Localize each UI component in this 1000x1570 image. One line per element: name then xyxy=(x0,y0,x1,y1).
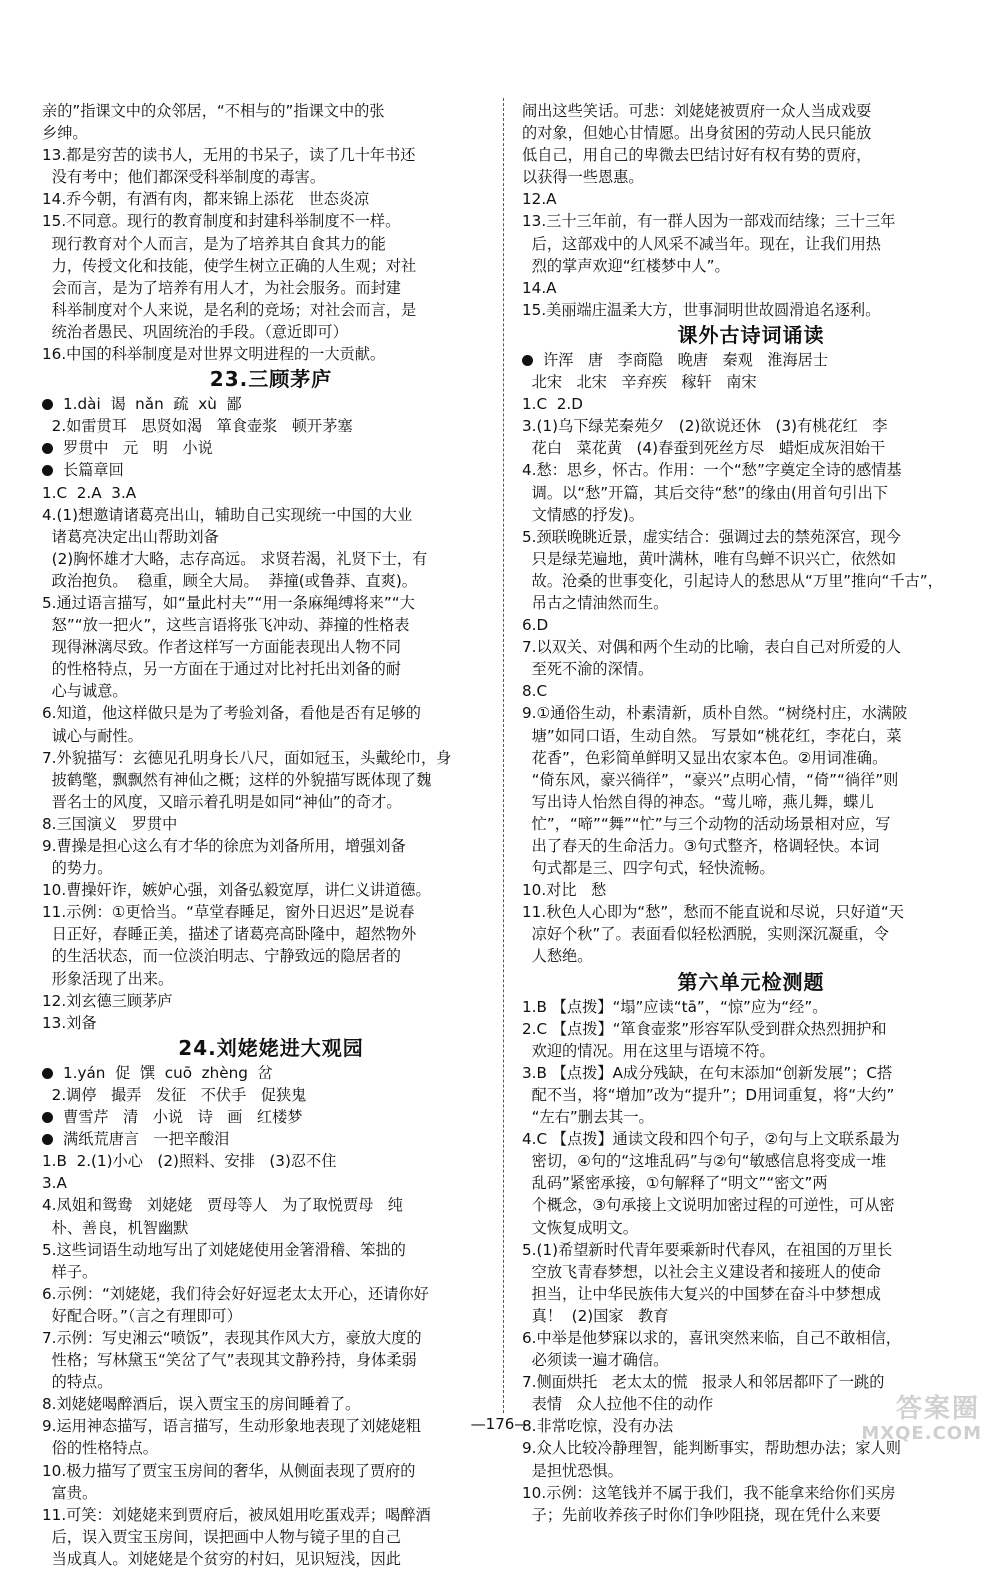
answer-line: 10.对比 愁 xyxy=(522,881,607,900)
answer-line: 现行教育对个人而言，是为了培养其自食其力的能 xyxy=(42,234,386,253)
answer-line: 花香”，色彩简单鲜明又显出农家本色。②用词准确。 xyxy=(522,748,888,767)
answer-line: 出了春天的生命活力。③句式整齐，格调轻快。本词 xyxy=(522,837,880,855)
answer-line: 写出诗人怡然自得的神态。“莺儿啼，燕儿舞，蝶儿 xyxy=(522,792,874,811)
answer-line: 闹出这些笑话。可悲：刘姥姥被贾府一众人当成戏耍 xyxy=(522,102,872,120)
bullet-line: 1.yán 促 馔 cuō zhèng 岔 xyxy=(42,1062,500,1084)
answer-line: 低自己，用自己的卑微去巴结讨好有权有势的贾府， xyxy=(522,146,872,165)
answer-line: 的势力。 xyxy=(42,859,113,878)
answer-line: 调。以“愁”开篇，其后交待“愁”的缘由(用首句引出下 xyxy=(522,483,888,502)
answer-line: 亲的”指课文中的众邻居，“不相与的”指课文中的张 xyxy=(42,102,385,120)
watermark-url: MXQE.COM xyxy=(861,1423,982,1444)
answer-line: 样子。 xyxy=(42,1262,98,1281)
answer-line: 10.极力描写了贾宝玉房间的奢华，从侧面表现了贾府的 xyxy=(42,1461,416,1480)
answer-line: 6.示例：“刘姥姥，我们待会好好逗老太太开心，还请你好 xyxy=(42,1284,429,1303)
answer-line: 4.凤姐和鸳鸯 刘姥姥 贾母等人 为了取悦贾母 纯 xyxy=(42,1196,403,1215)
answer-line: 朴、善良，机智幽默 xyxy=(42,1218,189,1237)
answer-line: 怒”“放一把火”，这些言语将张飞冲动、莽撞的性格表 xyxy=(42,616,410,635)
answer-line: 5.颈联晚眺近景，虚实结合：强调过去的禁苑深宫，现今 xyxy=(522,527,901,546)
answer-line: 15.不同意。现行的教育制度和封建科举制度不一样。 xyxy=(42,212,401,231)
answer-line: 富贵。 xyxy=(42,1483,98,1502)
answer-line: 15.美丽端庄温柔大方，世事洞明世故圆滑追名逐利。 xyxy=(522,300,881,319)
answer-line: 9.①通俗生动，朴素清新，质朴自然。“树绕村庄，水满陂 xyxy=(522,704,908,723)
section-heading: 第六单元检测题 xyxy=(677,969,825,994)
answer-line: 是担忧恐惧。 xyxy=(522,1461,623,1480)
answer-line: 11.秋色人心即为“愁”，愁而不能直说和尽说，只好道“天 xyxy=(522,903,904,922)
bullet-line: 1.dài 谒 nǎn 疏 xù 鄙 xyxy=(42,393,500,415)
answer-line: 8.C xyxy=(522,682,548,701)
bullet-icon xyxy=(42,399,53,410)
answer-line: 吊古之情油然而生。 xyxy=(522,593,669,612)
answer-line: 1.C 2.A 3.A xyxy=(42,483,137,502)
answer-line: 7.示例：写史湘云“喷饭”，表现其作风大方，豪放大度的 xyxy=(42,1328,422,1347)
answer-line: 个概念，③句承接上文说明加密过程的可逆性，可从密 xyxy=(522,1196,895,1215)
answer-line: 的对象，但她心甘情愿。出身贫困的劳动人民只能放 xyxy=(522,124,872,143)
answer-line: 晋名士的风度，又暗示着孔明是如同“神仙”的奇才。 xyxy=(42,792,402,811)
answer-line: 当成真人。刘姥姥是个贫穷的村妇，见识短浅，因此 xyxy=(42,1549,401,1568)
answer-line: 的特点。 xyxy=(42,1373,113,1392)
answer-line: 5.通过语言描写，如“量此村夫”“用一条麻绳缚将来”“大 xyxy=(42,593,415,612)
answer-line: 空放飞青春梦想，以社会主义建设者和接班人的使命 xyxy=(522,1262,881,1281)
answer-line: 11.可笑：刘姥姥来到贾府后，被凤姐用吃蛋戏弄；喝醉酒 xyxy=(42,1505,431,1524)
answer-line: 10.示例：这笔钱并不属于我们，我不能拿来给你们买房 xyxy=(522,1483,896,1502)
answer-line: 后，误入贾宝玉房间，误把画中人物与镜子里的自己 xyxy=(42,1527,401,1546)
answer-line: 8.三国演义 罗贯中 xyxy=(42,814,178,833)
answer-line: 故。沧桑的世事变化，引起诗人的愁思从“万里”推向“千古”， xyxy=(522,571,943,590)
answer-line: 子；先前收养孩子时你们争吵阻挠，现在凭什么来要 xyxy=(522,1505,881,1524)
answer-line: 塘”如同口语，生动自然。 写景如“桃花红，李花白，菜 xyxy=(522,726,902,745)
answer-line: 8.刘姥姥喝醉酒后，误入贾宝玉的房间睡着了。 xyxy=(42,1395,361,1414)
answer-line: 6.D xyxy=(522,616,549,635)
bullet-icon xyxy=(42,1134,53,1145)
watermark-text: 答案圈 xyxy=(895,1394,980,1424)
answer-line: 没有考中；他们都深受科举制度的毒害。 xyxy=(42,168,326,187)
answer-line: 11.示例：①更恰当。“草堂春睡足，窗外日迟迟”是说春 xyxy=(42,903,415,922)
answer-line: 9.曹操是担心这么有才华的徐庶为刘备所用，增强刘备 xyxy=(42,837,406,855)
left-column xyxy=(42,100,500,1570)
bullet-icon xyxy=(42,443,53,454)
answer-line: 诸葛亮决定出山帮助刘备 xyxy=(42,527,219,546)
answer-line: 6.知道，他这样做只是为了考验刘备，看他是否有足够的 xyxy=(42,704,421,723)
answer-line: 凉好个秋”了。表面看似轻松洒脱，实则深沉凝重，令 xyxy=(522,925,889,944)
answer-line: 乱码”紧密承接，①句解释了“明文”“密文”两 xyxy=(522,1174,828,1193)
bullet-icon xyxy=(42,1112,53,1123)
answer-line: 好配合呀。”（言之有理即可） xyxy=(42,1306,242,1325)
answer-line: 乡绅。 xyxy=(42,124,88,143)
answer-line: 10.曹操奸诈，嫉妒心强，刘备弘毅宽厚，讲仁义讲道德。 xyxy=(42,881,431,900)
answer-line: 担当，让中华民族伟大复兴的中国梦在奋斗中梦想成 xyxy=(522,1284,881,1303)
answer-line: 1.B 2.(1)小心 (2)照料、安排 (3)忍不住 xyxy=(42,1152,337,1171)
answer-line: 以获得一些恩惠。 xyxy=(522,168,644,187)
answer-line: 12.刘玄德三顾茅庐 xyxy=(42,991,173,1010)
answer-line: 心与诚意。 xyxy=(42,682,128,701)
bullet-line: 曹雪芹 清 小说 诗 画 红楼梦 xyxy=(42,1106,500,1128)
bullet-icon xyxy=(42,1068,53,1079)
answer-line: “左右”删去其一。 xyxy=(522,1108,654,1127)
answer-line: 必须读一遍才确信。 xyxy=(522,1351,669,1370)
answer-line: 7.外貌描写：玄德见孔明身长八尺，面如冠玉，头戴纶巾，身 xyxy=(42,748,452,767)
answer-line: 1.B 【点拨】“塌”应读“tā”，“惊”应为“经”。 xyxy=(522,997,828,1016)
answer-line: 欢迎的情况。用在这里与语境不符。 xyxy=(522,1041,775,1060)
answer-line: 俗的性格特点。 xyxy=(42,1439,158,1458)
answer-line: 13.三十三年前，有一群人因为一部戏而结缘；三十三年 xyxy=(522,212,896,231)
bullet-line: 长篇章回 xyxy=(42,459,500,481)
answer-line: 3.B 【点拨】A成分残缺，在句末添加“创新发展”；C搭 xyxy=(522,1063,893,1082)
answer-line: 形象活现了出来。 xyxy=(42,969,174,988)
column-divider xyxy=(503,98,504,1413)
answer-line: 3.A xyxy=(42,1174,67,1193)
answer-line: 1.C 2.D xyxy=(522,395,583,414)
answer-line: 6.中举是他梦寐以求的，喜讯突然来临，自己不敢相信， xyxy=(522,1328,901,1347)
answer-line: 至死不渝的深情。 xyxy=(522,660,654,679)
answer-line: 北宋 北宋 辛弃疾 稼轩 南宋 xyxy=(522,373,757,392)
answer-line: 13.刘备 xyxy=(42,1013,97,1032)
answer-line: 诚心与耐性。 xyxy=(42,726,143,745)
right-column xyxy=(522,100,980,1526)
answer-line: 后，这部戏中的人风采不减当年。现在，让我们用热 xyxy=(522,234,881,253)
answer-line: 12.A xyxy=(522,190,557,209)
answer-line: 烈的掌声欢迎“红楼梦中人”。 xyxy=(522,256,730,275)
answer-line: 9.众人比较冷静理智，能判断事实，帮助想办法；家人则 xyxy=(522,1439,901,1458)
answer-line: 8.非常吃惊，没有办法 xyxy=(522,1417,674,1436)
answer-line: 2.C 【点拨】“箪食壶浆”形容军队受到群众热烈拥护和 xyxy=(522,1019,887,1038)
watermark-logo xyxy=(836,1386,986,1444)
answer-line: 7.以双关、对偶和两个生动的比喻，表白自己对所爱的人 xyxy=(522,638,901,657)
answer-line: 现得淋漓尽致。作者这样写一方面能表现出人物不同 xyxy=(42,638,401,657)
answer-line: 性格；写林黛玉“笑岔了气”表现其文静矜持，身体柔弱 xyxy=(42,1351,417,1370)
answer-line: 政治抱负。 稳重，顾全大局。 莽撞(或鲁莽、直爽)。 xyxy=(42,571,417,590)
answer-line: “倚东风，豪兴徜徉”，“豪兴”点明心情，“倚”“徜徉”则 xyxy=(522,770,899,789)
answer-line: 9.运用神态描写，语言描写，生动形象地表现了刘姥姥粗 xyxy=(42,1417,421,1436)
section-heading: 23.三顾茅庐 xyxy=(209,367,333,392)
answer-line: (2)胸怀雄才大略，志存高远。 求贤若渴，礼贤下士，有 xyxy=(42,549,428,568)
answer-line: 16.中国的科举制度是对世界文明进程的一大贡献。 xyxy=(42,345,386,364)
answer-line: 真！ (2)国家 教育 xyxy=(522,1306,669,1325)
answer-line: 4.愁：思乡，怀古。作用：一个“愁”字奠定全诗的感情基 xyxy=(522,461,902,480)
bullet-line: 满纸荒唐言 一把辛酸泪 xyxy=(42,1128,500,1150)
answer-line: 忙”，“啼”“舞”“忙”与三个动物的活动场景相对应，写 xyxy=(522,814,891,833)
page-number: —176— xyxy=(470,1415,530,1433)
answer-line: 14.乔今朝，有酒有肉，都来锦上添花 世态炎凉 xyxy=(42,190,370,209)
section-heading: 课外古诗词诵读 xyxy=(677,322,825,347)
answer-line: 14.A xyxy=(522,278,557,297)
answer-line: 3.(1)乌下绿芜秦苑夕 (2)欲说还休 (3)有桃花红 李 xyxy=(522,417,888,436)
answer-line: 配不当，将“增加”改为“提升”；D用词重复，将“大约” xyxy=(522,1085,895,1104)
answer-line: 的生活状态，而一位淡泊明志、宁静致远的隐居者的 xyxy=(42,947,401,966)
answer-line: 人愁绝。 xyxy=(522,947,593,966)
answer-line: 会而言，是为了培养有用人才，为社会服务。而封建 xyxy=(42,278,401,297)
answer-line: 力，传授文化和技能，使学生树立正确的人生观；对社 xyxy=(42,256,417,275)
answer-line: 2.如雷贯耳 思贤如渴 箪食壶浆 顿开茅塞 xyxy=(42,417,353,436)
answer-line: 密切，④句的“这堆乱码”与②句“敏感信息将变成一堆 xyxy=(522,1152,887,1171)
answer-line: 句式都是三、四字句式，轻快流畅。 xyxy=(522,859,775,878)
answer-line: 日正好，春睡正美，描述了诸葛亮高卧隆中，超然物外 xyxy=(42,925,417,944)
answer-line: 只是绿芜遍地，黄叶满林，唯有鸟蝉不识兴亡，依然如 xyxy=(522,549,897,568)
answer-line: 文情感的抒发)。 xyxy=(522,505,644,524)
bullet-icon xyxy=(42,465,53,476)
answer-line: 4.(1)想邀请诸葛亮出山，辅助自己实现统一中国的大业 xyxy=(42,505,413,524)
answer-line: 表情 众人拉他不住的动作 xyxy=(522,1395,714,1414)
bullet-icon xyxy=(522,355,533,366)
answer-line: 2.调停 撮弄 发征 不伏手 促狭鬼 xyxy=(42,1085,307,1104)
answer-line: 7.侧面烘托 老太太的慌 报录人和邻居都吓了一跳的 xyxy=(522,1373,885,1392)
answer-line: 的性格特点，另一方面在于通过对比衬托出刘备的耐 xyxy=(42,660,401,679)
section-heading: 24.刘姥姥进大观园 xyxy=(178,1035,364,1060)
answer-line: 5.这些词语生动地写出了刘姥姥使用金箸滑稽、笨拙的 xyxy=(42,1240,406,1259)
answer-line: 13.都是穷苦的读书人，无用的书呆子，读了几十年书还 xyxy=(42,146,416,165)
answer-line: 文恢复成明文。 xyxy=(522,1218,638,1237)
answer-line: 科举制度对个人来说，是名利的竞场；对社会而言，是 xyxy=(42,300,417,319)
bullet-line: 许浑 唐 李商隐 晚唐 秦观 淮海居士 xyxy=(522,349,980,371)
answer-line: 5.(1)希望新时代青年要乘新时代春风，在祖国的万里长 xyxy=(522,1240,893,1259)
answer-line: 花白 菜花黄 (4)春蚕到死丝方尽 蜡炬成灰泪始干 xyxy=(522,439,886,458)
bullet-line: 罗贯中 元 明 小说 xyxy=(42,437,500,459)
answer-line: 4.C 【点拨】通读文段和四个句子，②句与上文联系最为 xyxy=(522,1130,900,1149)
answer-line: 统治者愚民、巩固统治的手段。（意近即可） xyxy=(42,322,348,341)
answer-line: 披鹤氅，飘飘然有神仙之概；这样的外貌描写既体现了魏 xyxy=(42,770,432,789)
